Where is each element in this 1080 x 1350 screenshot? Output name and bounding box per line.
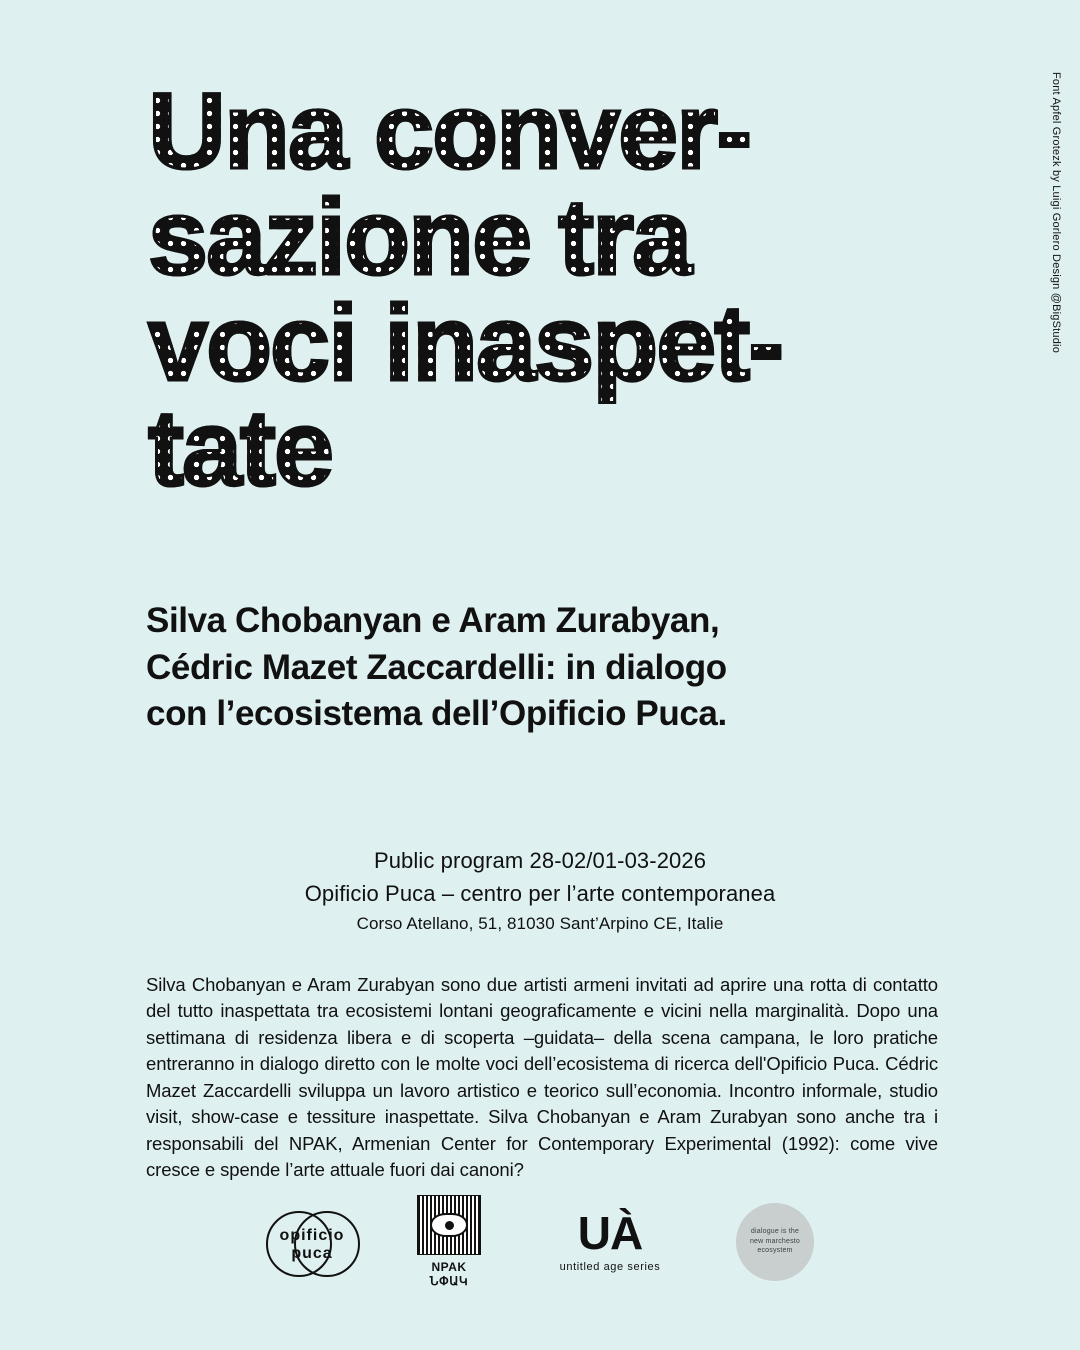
- event-details: [0, 848, 1080, 934]
- npak-mark-icon: [417, 1195, 481, 1255]
- eye-icon: [430, 1213, 468, 1237]
- ua-monogram: UÀ: [577, 1207, 643, 1259]
- body-paragraph: Silva Chobanyan e Aram Zurabyan sono due artisti armeni invitati ad aprire una rotta di contatto del tutto inaspettata tra ecosistemi lontani geograficamente e vicini nella marginalità. Dopo una settimana di residenza libera e di scoperta –guidata– della scena campana, le loro pratiche entreranno in dialogo diretto con le molte voci dell’ecosistema di ricerca dell'Opificio Puca. Cédric Mazet Zaccardelli sviluppa un lavoro artistico e teorico sull’economia. Incontro informale, studio visit, show-case e tessiture inaspettate. Silva Chobanyan e Aram Zurabyan sono anche tra i responsabili del NPAK, Armenian Center for Contemporary Experimental (1992): come vive cresce e spende l’arte attuale fuori dai canoni?: [146, 974, 938, 1181]
- event-venue: Opificio Puca – centro per l’arte contemporanea: [304, 881, 776, 906]
- logos-row: [0, 1195, 1080, 1288]
- headline-line-4: tate: [148, 387, 333, 509]
- headline-line-2: sazione tra: [148, 175, 691, 297]
- logo-npak: [414, 1195, 484, 1288]
- subtitle-line-3: con l’ecosistema dell’Opificio Puca.: [146, 694, 727, 734]
- opificio-logo-line-2: puca: [291, 1244, 333, 1262]
- ua-logo-caption: untitled age series: [559, 1261, 661, 1273]
- headline-line-1: Una conver-: [148, 70, 751, 191]
- opificio-logo-line-1: opificio: [279, 1226, 345, 1244]
- circle-logo-text: dialogue is the new marchesto ecosystem: [749, 1228, 801, 1255]
- headline-line-3: voci inaspet-: [148, 281, 783, 403]
- event-address: Corso Atellano, 51, 81030 Sant’Arpino CE, Italie: [356, 914, 724, 933]
- logo-opificio-puca: [266, 1203, 358, 1281]
- subtitle: [146, 598, 966, 738]
- logo-dialogue-circle: [736, 1203, 814, 1281]
- npak-logo-caption: NPAK ՆՓԱԿ: [429, 1260, 469, 1288]
- subtitle-line-1: Silva Chobanyan e Aram Zurabyan,: [146, 601, 720, 640]
- page-title: [148, 70, 948, 509]
- logo-untitled-age: [540, 1207, 680, 1273]
- event-program-dates: Public program 28-02/01-03-2026: [373, 848, 707, 873]
- subtitle-line-2: Cédric Mazet Zaccardelli: in dialogo: [146, 647, 727, 687]
- eye-pupil-shape: [445, 1221, 454, 1230]
- font-credit-text: Font Apfel Grotezk by Luigi Gorlero Design @BigStudio: [1050, 72, 1062, 354]
